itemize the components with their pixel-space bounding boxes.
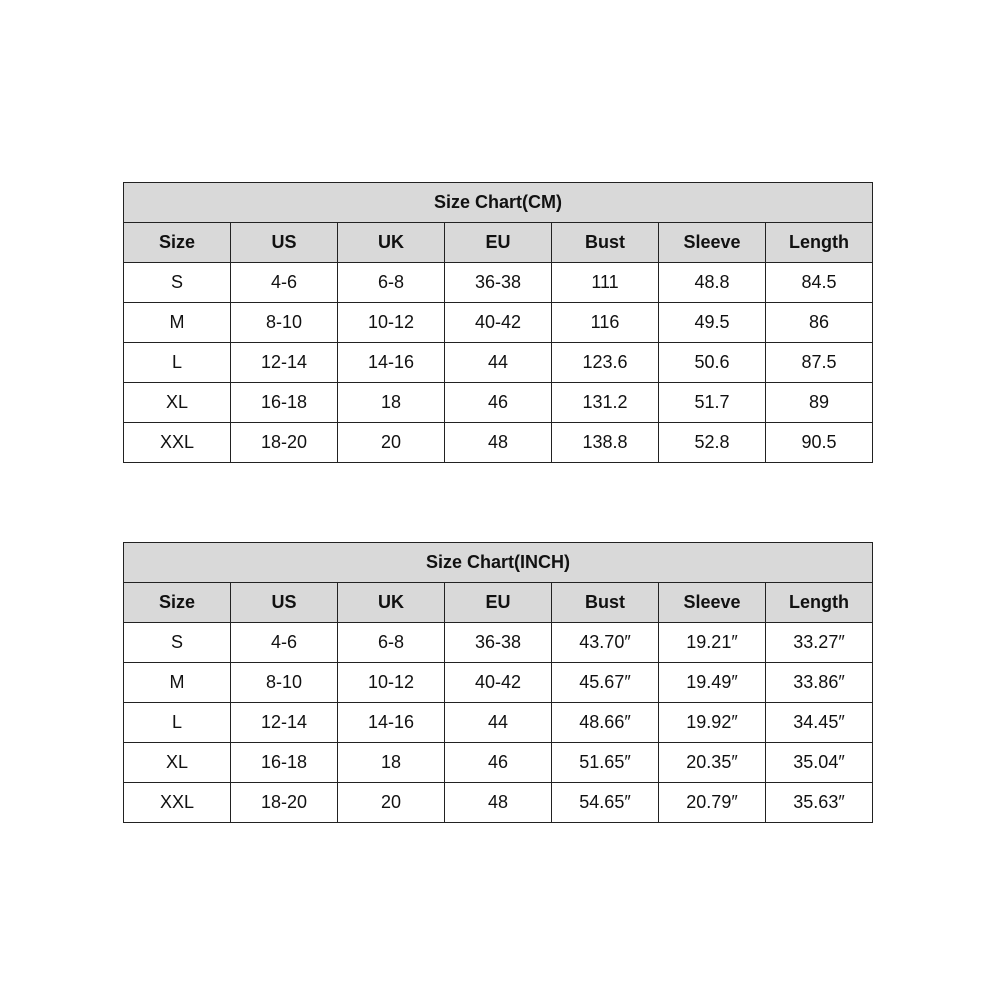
column-header-size: Size xyxy=(124,223,231,263)
size-chart-inch-body xyxy=(124,543,873,823)
table-cell: 4-6 xyxy=(231,623,338,663)
table-row xyxy=(124,623,873,663)
table-cell: 16-18 xyxy=(231,743,338,783)
table-cell: 51.65″ xyxy=(552,743,659,783)
column-header-length: Length xyxy=(766,223,873,263)
table-cell: 19.49″ xyxy=(659,663,766,703)
table-cell: 48 xyxy=(445,423,552,463)
column-header-eu: EU xyxy=(445,583,552,623)
table-cell: 20.35″ xyxy=(659,743,766,783)
table-cell: 20 xyxy=(338,783,445,823)
table-row xyxy=(124,743,873,783)
table-cell: L xyxy=(124,343,231,383)
table-cell: 48 xyxy=(445,783,552,823)
table-cell: 84.5 xyxy=(766,263,873,303)
table-cell: 12-14 xyxy=(231,343,338,383)
table-row xyxy=(124,303,873,343)
table-cell: 44 xyxy=(445,703,552,743)
table-cell: 16-18 xyxy=(231,383,338,423)
table-title-row xyxy=(124,183,873,223)
column-header-uk: UK xyxy=(338,583,445,623)
table-cell: 138.8 xyxy=(552,423,659,463)
table-cell: 123.6 xyxy=(552,343,659,383)
table-cell: XL xyxy=(124,743,231,783)
table-cell: 46 xyxy=(445,383,552,423)
table-cell: 51.7 xyxy=(659,383,766,423)
table-cell: 44 xyxy=(445,343,552,383)
table-cell: 19.21″ xyxy=(659,623,766,663)
table-cell: XL xyxy=(124,383,231,423)
table-row xyxy=(124,263,873,303)
column-header-us: US xyxy=(231,583,338,623)
table-cell: XXL xyxy=(124,423,231,463)
table-cell: 18-20 xyxy=(231,783,338,823)
table-cell: 4-6 xyxy=(231,263,338,303)
table-cell: 8-10 xyxy=(231,303,338,343)
table-cell: 33.27″ xyxy=(766,623,873,663)
table-cell: 18 xyxy=(338,743,445,783)
table-cell: 45.67″ xyxy=(552,663,659,703)
column-header-bust: Bust xyxy=(552,223,659,263)
table-header-row xyxy=(124,223,873,263)
column-header-sleeve: Sleeve xyxy=(659,223,766,263)
table-cell: S xyxy=(124,623,231,663)
table-cell: 36-38 xyxy=(445,623,552,663)
table-cell: L xyxy=(124,703,231,743)
table-header-row xyxy=(124,583,873,623)
column-header-sleeve: Sleeve xyxy=(659,583,766,623)
table-cell: 20.79″ xyxy=(659,783,766,823)
table-cell: 86 xyxy=(766,303,873,343)
table-cell: 18-20 xyxy=(231,423,338,463)
column-header-size: Size xyxy=(124,583,231,623)
table-cell: 35.63″ xyxy=(766,783,873,823)
table-row xyxy=(124,783,873,823)
column-header-uk: UK xyxy=(338,223,445,263)
table-cell: 40-42 xyxy=(445,303,552,343)
size-chart-cm-table xyxy=(123,182,873,463)
size-chart-cm-body xyxy=(124,183,873,463)
table-title-row xyxy=(124,543,873,583)
column-header-eu: EU xyxy=(445,223,552,263)
table-cell: 36-38 xyxy=(445,263,552,303)
table-cell: S xyxy=(124,263,231,303)
table-cell: 131.2 xyxy=(552,383,659,423)
table-cell: 111 xyxy=(552,263,659,303)
table-cell: 116 xyxy=(552,303,659,343)
table-cell: 10-12 xyxy=(338,663,445,703)
table-cell: 48.66″ xyxy=(552,703,659,743)
size-chart-inch-table xyxy=(123,542,873,823)
table-cell: 49.5 xyxy=(659,303,766,343)
table-cell: 19.92″ xyxy=(659,703,766,743)
table-title: Size Chart(CM) xyxy=(124,183,873,223)
table-cell: 52.8 xyxy=(659,423,766,463)
table-row xyxy=(124,343,873,383)
table-cell: 6-8 xyxy=(338,263,445,303)
table-cell: 10-12 xyxy=(338,303,445,343)
table-title: Size Chart(INCH) xyxy=(124,543,873,583)
column-header-length: Length xyxy=(766,583,873,623)
table-cell: 20 xyxy=(338,423,445,463)
table-cell: 8-10 xyxy=(231,663,338,703)
table-cell: 34.45″ xyxy=(766,703,873,743)
table-row xyxy=(124,383,873,423)
table-cell: 18 xyxy=(338,383,445,423)
table-cell: M xyxy=(124,303,231,343)
table-cell: 90.5 xyxy=(766,423,873,463)
table-cell: 40-42 xyxy=(445,663,552,703)
table-cell: 48.8 xyxy=(659,263,766,303)
column-header-bust: Bust xyxy=(552,583,659,623)
table-cell: M xyxy=(124,663,231,703)
table-cell: 54.65″ xyxy=(552,783,659,823)
table-cell: 35.04″ xyxy=(766,743,873,783)
table-row xyxy=(124,423,873,463)
table-cell: 6-8 xyxy=(338,623,445,663)
table-cell: 12-14 xyxy=(231,703,338,743)
table-cell: 50.6 xyxy=(659,343,766,383)
table-cell: 33.86″ xyxy=(766,663,873,703)
table-cell: 46 xyxy=(445,743,552,783)
table-cell: 43.70″ xyxy=(552,623,659,663)
table-cell: XXL xyxy=(124,783,231,823)
table-cell: 87.5 xyxy=(766,343,873,383)
table-cell: 89 xyxy=(766,383,873,423)
table-row xyxy=(124,703,873,743)
table-cell: 14-16 xyxy=(338,703,445,743)
table-row xyxy=(124,663,873,703)
column-header-us: US xyxy=(231,223,338,263)
table-cell: 14-16 xyxy=(338,343,445,383)
